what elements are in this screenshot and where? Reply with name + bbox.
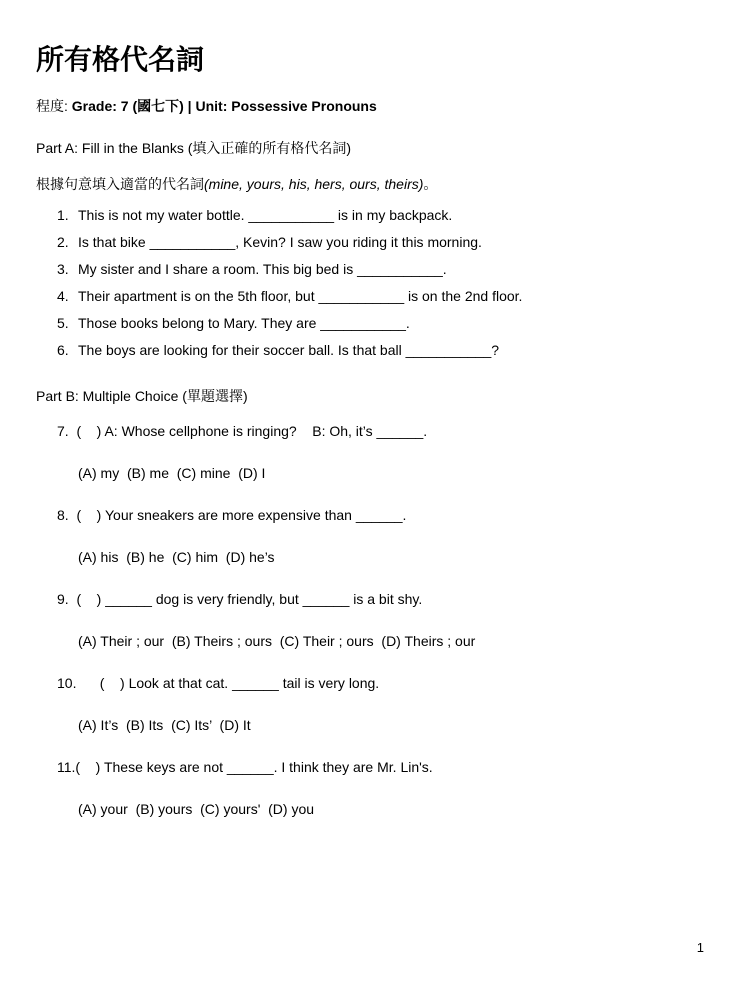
fill-in-blank-list (36, 202, 704, 364)
item-number: 2. (57, 234, 69, 250)
item-number: 3. (57, 261, 69, 277)
item-number: 5. (57, 315, 69, 331)
part-b-heading: Part B: Multiple Choice (單題選擇) (36, 388, 248, 404)
part-a-instruction (36, 175, 704, 193)
item-text: Those books belong to Mary. They are ___________. (78, 315, 410, 331)
question-10-options: (A) It’s (B) Its (C) Its’ (D) It (78, 717, 251, 733)
question-7: 7. ( ) A: Whose cellphone is ringing? B: Oh, it’s ______. (57, 423, 428, 439)
question-9: 9. ( ) ______ dog is very friendly, but ______ is a bit shy. (57, 591, 423, 607)
meta-label: 程度: (36, 98, 72, 114)
question-8-options: (A) his (B) he (C) him (D) he’s (78, 549, 275, 565)
item-number: 1. (57, 207, 69, 223)
instruction-pronoun-list: (mine, yours, his, hers, ours, theirs) (204, 176, 424, 192)
question-7-options: (A) my (B) me (C) mine (D) I (78, 465, 266, 481)
fill-item-3 (36, 256, 704, 283)
item-text: Their apartment is on the 5th floor, but ___________ is on the 2nd floor. (78, 288, 523, 304)
multiple-choice-list (36, 423, 704, 817)
item-number: 6. (57, 342, 69, 358)
grade-unit-meta (36, 97, 704, 115)
fill-item-1 (36, 202, 704, 229)
question-9-options: (A) Their ; our (B) Theirs ; ours (C) Their ; ours (D) Theirs ; our (78, 633, 476, 649)
fill-item-5 (36, 310, 704, 337)
item-text: My sister and I share a room. This big bed is ___________. (78, 261, 447, 277)
item-number: 4. (57, 288, 69, 304)
fill-item-2 (36, 229, 704, 256)
question-8: 8. ( ) Your sneakers are more expensive than ______. (57, 507, 407, 523)
item-text: The boys are looking for their soccer ball. Is that ball ___________? (78, 342, 500, 358)
fill-item-4 (36, 283, 704, 310)
question-10: 10. ( ) Look at that cat. ______ tail is very long. (57, 675, 380, 691)
page-number: 1 (696, 940, 704, 955)
page-title: 所有格代名詞 (36, 44, 205, 75)
meta-grade-unit: Grade: 7 (國七下) | Unit: Possessive Pronouns (71, 98, 377, 114)
worksheet-page (0, 45, 740, 817)
question-11: 11.( ) These keys are not ______. I think they are Mr. Lin's. (57, 759, 433, 775)
item-text: Is that bike ___________, Kevin? I saw you riding it this morning. (78, 234, 482, 250)
question-11-options: (A) your (B) yours (C) yours' (D) you (78, 801, 315, 817)
item-text: This is not my water bottle. ___________ is in my backpack. (78, 207, 453, 223)
fill-item-6 (36, 337, 704, 364)
instruction-suffix: 。 (423, 176, 438, 192)
instruction-prefix: 根據句意填入適當的代名詞 (36, 176, 204, 192)
part-a-heading: Part A: Fill in the Blanks (填入正確的所有格代名詞) (36, 140, 352, 156)
